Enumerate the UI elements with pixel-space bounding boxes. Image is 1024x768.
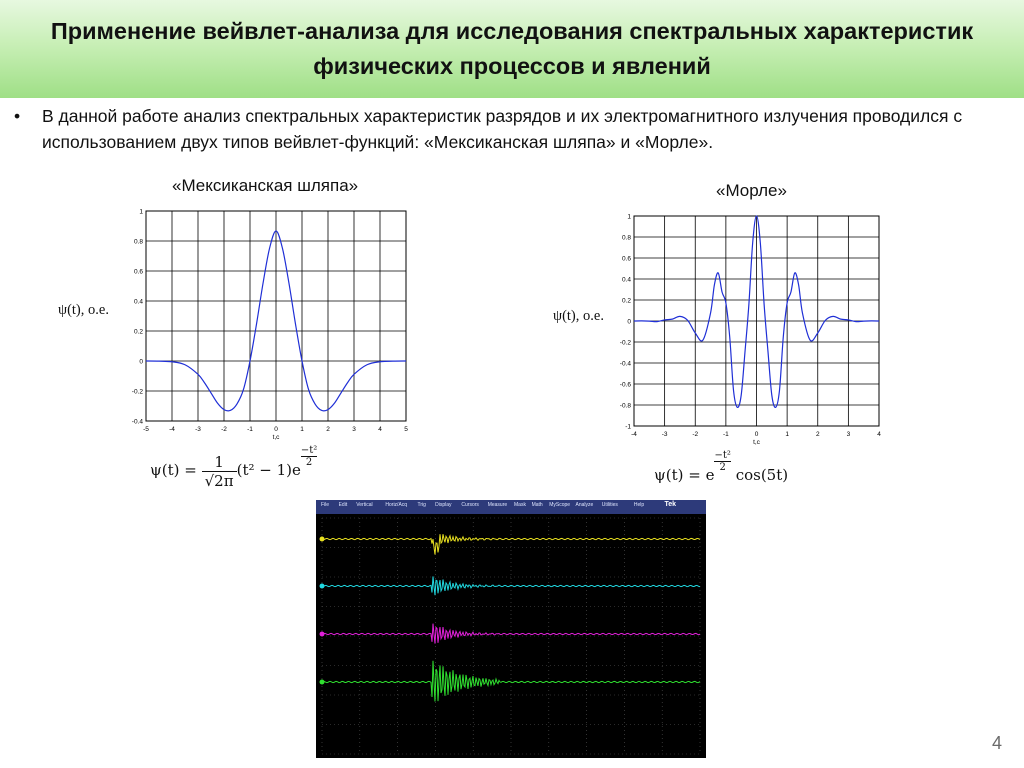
x-tick-label: -5 xyxy=(143,426,149,433)
page-number: 4 xyxy=(991,733,1002,753)
y-tick-label: 0.2 xyxy=(133,328,143,336)
y-tick-label: 0.4 xyxy=(621,276,631,284)
x-tick-label: -3 xyxy=(661,431,668,438)
x-axis-label: t,c xyxy=(753,439,760,446)
hat-formula-lhs: ψ(t) = xyxy=(150,461,197,479)
hat-formula-mid: (t² − 1)e xyxy=(236,461,301,479)
x-tick-label: 3 xyxy=(352,426,356,433)
morlet-formula xyxy=(654,450,788,484)
morlet-formula-exponent: $\frac{\text{−t²}}{2}$ xyxy=(714,450,731,473)
scope-menu-item: File xyxy=(321,502,330,508)
hat-chart-ylabel: ψ(t), о.е. xyxy=(58,302,109,318)
scope-menu-item: MyScope xyxy=(549,502,571,508)
slide-title-line2: физических процессов и явлений xyxy=(313,53,711,79)
x-tick-label: -1 xyxy=(247,426,253,433)
scope-brand: Tek xyxy=(664,501,676,508)
morlet-chart xyxy=(614,208,890,450)
scope-menu-item: Trig xyxy=(417,502,426,508)
scope-display xyxy=(316,514,706,758)
x-tick-label: 4 xyxy=(877,431,881,438)
y-tick-label: -1 xyxy=(625,423,631,431)
y-tick-label: 1 xyxy=(139,208,143,216)
title-bar xyxy=(0,0,1024,98)
x-tick-label: -4 xyxy=(169,426,175,433)
x-tick-label: 5 xyxy=(404,426,408,433)
y-tick-label: -0.4 xyxy=(619,360,631,368)
x-axis-label: t,c xyxy=(272,434,280,441)
scope-menu-item: Utilities xyxy=(601,502,618,508)
scope-menubar xyxy=(316,500,706,514)
x-tick-label: 4 xyxy=(378,426,382,433)
y-tick-label: -0.2 xyxy=(619,339,631,347)
slide-title-line1: Применение вейвлет-анализа для исследования спектральных характеристик xyxy=(50,18,974,44)
hat-chart xyxy=(128,203,418,443)
scope-menu-item: Vertical xyxy=(356,502,373,508)
x-tick-label: -3 xyxy=(195,426,201,433)
scope-menu-item: Analyze xyxy=(575,502,594,508)
x-tick-label: -1 xyxy=(722,431,729,438)
y-tick-label: 0 xyxy=(139,358,143,366)
oscilloscope-screenshot xyxy=(316,500,706,758)
x-tick-label: 1 xyxy=(785,431,789,438)
x-tick-label: 2 xyxy=(815,431,820,438)
slide-title xyxy=(0,0,1024,84)
y-tick-label: -0.4 xyxy=(131,418,143,426)
y-tick-label: -0.2 xyxy=(131,388,143,396)
scope-menu-item: Measure xyxy=(487,502,508,508)
scope-menu-item: Horiz/Acq xyxy=(385,502,408,508)
scope-menu-item: Cursors xyxy=(461,502,479,508)
x-tick-label: -2 xyxy=(221,426,227,433)
morlet-chart-ylabel: ψ(t), о.е. xyxy=(553,308,604,324)
scope-menu-item: Edit xyxy=(338,502,348,508)
morlet-chart-title: «Морле» xyxy=(716,181,787,200)
channel-marker-ch2 xyxy=(320,584,325,589)
y-tick-label: 0.6 xyxy=(133,268,143,276)
x-tick-label: 3 xyxy=(846,431,851,438)
x-tick-label: 0 xyxy=(274,426,278,433)
y-tick-label: 1 xyxy=(627,213,631,221)
scope-menu-item: Display xyxy=(435,502,452,508)
x-tick-label: -2 xyxy=(692,431,699,438)
x-tick-label: -4 xyxy=(631,431,637,438)
x-tick-label: 2 xyxy=(326,426,330,433)
hat-formula-fraction: $\frac{1}{√2\pi}$ xyxy=(202,453,237,490)
y-tick-label: 0.4 xyxy=(133,298,143,306)
y-tick-label: 0.2 xyxy=(621,297,631,305)
bullet-text: В данной работе анализ спектральных характеристик разрядов и их электромагнитного излучения проводился с использованием двух типов вейвлет-функций: «Мексиканская шляпа» и «Морле». xyxy=(42,106,963,152)
scope-menu-item: Mask xyxy=(514,502,526,508)
y-tick-label: 0.8 xyxy=(621,234,631,242)
channel-marker-ch1 xyxy=(320,537,325,542)
hat-formula xyxy=(150,445,317,490)
y-tick-label: -0.6 xyxy=(619,381,631,389)
channel-marker-ch3 xyxy=(320,632,325,637)
x-tick-label: 0 xyxy=(754,431,759,438)
morlet-formula-tail: cos(5t) xyxy=(735,466,789,484)
y-tick-label: 0.8 xyxy=(133,238,143,246)
bullet-icon: • xyxy=(14,106,21,126)
hat-chart-title: «Мексиканская шляпа» xyxy=(172,176,359,195)
y-tick-label: 0 xyxy=(627,318,631,326)
y-tick-label: -0.8 xyxy=(619,402,631,410)
scope-menu-item: Math xyxy=(531,502,543,508)
channel-marker-ch4 xyxy=(320,680,325,685)
x-tick-label: 1 xyxy=(300,426,304,433)
scope-menu-item: Help xyxy=(633,502,645,508)
morlet-formula-lhs: ψ(t) = e xyxy=(654,466,715,484)
y-tick-label: 0.6 xyxy=(621,255,631,263)
hat-formula-exponent: $\frac{\text{−t²}}{2}$ xyxy=(300,445,318,468)
